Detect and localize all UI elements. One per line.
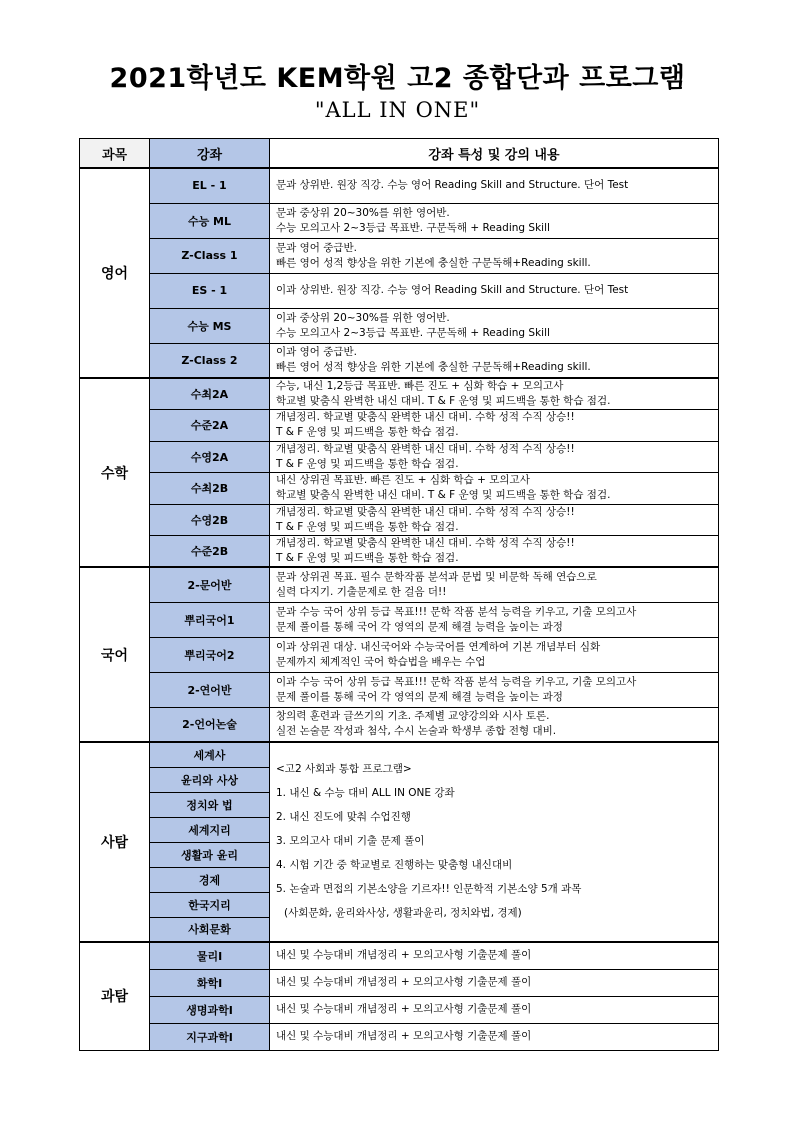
description-line: 문과 영어 중급반. bbox=[276, 241, 358, 254]
table-row bbox=[80, 273, 719, 308]
description-cell bbox=[270, 203, 719, 238]
course-cell: 정치와 법 bbox=[150, 792, 270, 817]
program-line: 1. 내신 & 수능 대비 ALL IN ONE 강좌 bbox=[276, 787, 455, 799]
description-line: 내신 및 수능대비 개념정리 + 모의고사형 기출문제 풀이 bbox=[276, 949, 532, 962]
description-line: 이과 상위반. 원장 직강. 수능 영어 Reading Skill and Structure. 단어 Test bbox=[276, 284, 629, 296]
description-cell bbox=[270, 343, 719, 378]
table-row bbox=[80, 410, 719, 442]
course-cell: ES - 1 bbox=[150, 273, 270, 308]
section-math bbox=[80, 378, 719, 567]
description-line: 내신 및 수능대비 개념정리 + 모의고사형 기출문제 풀이 bbox=[276, 1003, 532, 1015]
description-line: 문제까지 체계적인 국어 학습법을 배우는 수업 bbox=[276, 655, 486, 668]
course-cell: 수영2A bbox=[150, 441, 270, 473]
course-cell: 수능 MS bbox=[150, 308, 270, 343]
description-line: 내신 상위권 목표반. 빠른 진도 + 심화 학습 + 모의고사 bbox=[276, 474, 530, 487]
course-cell: 경제 bbox=[150, 867, 270, 892]
course-cell: 물리Ⅰ bbox=[150, 942, 270, 969]
description-line: T & F 운영 및 피드백을 통한 학습 점검. bbox=[276, 457, 459, 470]
course-cell: 2-연어반 bbox=[150, 672, 270, 707]
section-social bbox=[80, 742, 719, 942]
table-row bbox=[80, 602, 719, 637]
course-cell: 사회문화 bbox=[150, 917, 270, 942]
table-row bbox=[80, 536, 719, 568]
section-korean bbox=[80, 567, 719, 742]
course-cell: 화학Ⅰ bbox=[150, 969, 270, 996]
course-cell: 세계사 bbox=[150, 742, 270, 767]
description-cell bbox=[270, 969, 719, 996]
course-cell: 한국지리 bbox=[150, 892, 270, 917]
description-cell bbox=[270, 273, 719, 308]
course-cell: 2-언어논술 bbox=[150, 707, 270, 742]
table-row bbox=[80, 707, 719, 742]
description-line: 개념정리. 학교별 맞춤식 완벽한 내신 대비. 수학 성적 수직 상승!! bbox=[276, 411, 575, 424]
description-cell bbox=[270, 672, 719, 707]
course-cell: Z-Class 2 bbox=[150, 343, 270, 378]
description-cell bbox=[270, 707, 719, 742]
course-cell: 2-문어반 bbox=[150, 567, 270, 602]
description-cell bbox=[270, 942, 719, 969]
course-cell: 수최2A bbox=[150, 378, 270, 410]
table-row bbox=[80, 567, 719, 602]
description-line: 학교별 맞춤식 완벽한 내신 대비. T & F 운영 및 피드백을 통한 학습 점검. bbox=[276, 489, 611, 502]
description-line: 수능 모의고사 2~3등급 목표반. 구문독해 + Reading Skill bbox=[276, 326, 550, 339]
section-science bbox=[80, 942, 719, 1050]
description-line: T & F 운영 및 피드백을 통한 학습 점검. bbox=[276, 552, 459, 564]
description-line: 개념정리. 학교별 맞춤식 완벽한 내신 대비. 수학 성적 수직 상승!! bbox=[276, 505, 575, 518]
subject-cell: 수학 bbox=[80, 378, 150, 567]
table-row bbox=[80, 637, 719, 672]
program-line: 5. 논술과 면접의 기본소양을 기르자!! 인문학적 기본소양 5개 과목 bbox=[276, 883, 582, 895]
description-line: 빠른 영어 성적 향상을 위한 기본에 충실한 구문독해+Reading skill. bbox=[276, 361, 591, 374]
course-cell: 생활과 윤리 bbox=[150, 842, 270, 867]
table-row bbox=[80, 308, 719, 343]
header-content: 강좌 특성 및 강의 내용 bbox=[270, 139, 719, 169]
table-row bbox=[80, 378, 719, 410]
course-cell: 수준2A bbox=[150, 410, 270, 442]
description-cell bbox=[270, 238, 719, 273]
subject-cell: 과탐 bbox=[80, 942, 150, 1050]
program-line: 4. 시험 기간 중 학교별로 진행하는 맞춤형 내신대비 bbox=[276, 859, 513, 871]
description-cell bbox=[270, 168, 719, 203]
table-row bbox=[80, 504, 719, 536]
description-cell bbox=[270, 637, 719, 672]
description-line: T & F 운영 및 피드백을 통한 학습 점검. bbox=[276, 520, 459, 533]
description-line: 학교별 맞춤식 완벽한 내신 대비. T & F 운영 및 피드백을 통한 학습 점검. bbox=[276, 395, 611, 407]
description-line: 개념정리. 학교별 맞춤식 완벽한 내신 대비. 수학 성적 수직 상승!! bbox=[276, 537, 575, 549]
description-cell bbox=[270, 410, 719, 442]
course-cell: 뿌리국어2 bbox=[150, 637, 270, 672]
description-line: T & F 운영 및 피드백을 통한 학습 점검. bbox=[276, 426, 459, 439]
program-description-cell bbox=[270, 742, 719, 942]
description-cell bbox=[270, 536, 719, 568]
table-row bbox=[80, 473, 719, 505]
description-line: 실전 논술문 작성과 첨삭, 수시 논술과 학생부 종합 전형 대비. bbox=[276, 725, 557, 738]
table-row bbox=[80, 203, 719, 238]
table-row bbox=[80, 942, 719, 969]
table-row bbox=[80, 441, 719, 473]
course-cell: 윤리와 사상 bbox=[150, 767, 270, 792]
page-subtitle: "ALL IN ONE" bbox=[314, 98, 481, 122]
description-cell bbox=[270, 1023, 719, 1050]
description-cell bbox=[270, 473, 719, 505]
description-line: 개념정리. 학교별 맞춤식 완벽한 내신 대비. 수학 성적 수직 상승!! bbox=[276, 442, 575, 455]
description-line: 내신 및 수능대비 개념정리 + 모의고사형 기출문제 풀이 bbox=[276, 1030, 532, 1042]
course-cell: EL - 1 bbox=[150, 168, 270, 203]
description-cell bbox=[270, 602, 719, 637]
table-row bbox=[80, 996, 719, 1023]
table-row bbox=[80, 168, 719, 203]
table-row bbox=[80, 969, 719, 996]
table-header-row bbox=[80, 139, 719, 169]
description-line: 문과 상위반. 원장 직강. 수능 영어 Reading Skill and Structure. 단어 Test bbox=[276, 179, 629, 192]
description-cell bbox=[270, 567, 719, 602]
description-line: 이과 영어 중급반. bbox=[276, 346, 358, 359]
description-line: 빠른 영어 성적 향상을 위한 기본에 충실한 구문독해+Reading skill. bbox=[276, 256, 591, 269]
description-line: 문과 수능 국어 상위 등급 목표!!! 문학 작품 분석 능력을 키우고, 기출 모의고사 bbox=[276, 605, 637, 618]
description-cell bbox=[270, 378, 719, 410]
course-cell: 생명과학Ⅰ bbox=[150, 996, 270, 1023]
description-cell bbox=[270, 308, 719, 343]
description-line: 내신 및 수능대비 개념정리 + 모의고사형 기출문제 풀이 bbox=[276, 976, 532, 988]
description-line: 문제 풀이를 통해 국어 각 영역의 문제 해결 능력을 높이는 과정 bbox=[276, 620, 563, 633]
description-line: 문제 풀이를 통해 국어 각 영역의 문제 해결 능력을 높이는 과정 bbox=[276, 690, 563, 703]
description-line: 실력 다지기. 기출문제로 한 걸음 더!! bbox=[276, 585, 447, 598]
section-english bbox=[80, 168, 719, 378]
course-cell: 수능 ML bbox=[150, 203, 270, 238]
description-line: 이과 상위권 대상. 내신국어와 수능국어를 연계하여 기본 개념부터 심화 bbox=[276, 640, 601, 653]
description-line: 이과 수능 국어 상위 등급 목표!!! 문학 작품 분석 능력을 키우고, 기출 모의고사 bbox=[276, 675, 637, 688]
program-table bbox=[79, 138, 719, 1051]
course-cell: 지구과학Ⅰ bbox=[150, 1023, 270, 1050]
subject-cell: 사탐 bbox=[80, 742, 150, 942]
description-cell bbox=[270, 996, 719, 1023]
table-row bbox=[80, 742, 719, 767]
description-line: 이과 중상위 20~30%를 위한 영어반. bbox=[276, 311, 450, 324]
course-cell: 수최2B bbox=[150, 473, 270, 505]
course-cell: 수준2B bbox=[150, 536, 270, 568]
description-cell bbox=[270, 441, 719, 473]
description-line: 수능 모의고사 2~3등급 목표반. 구문독해 + Reading Skill bbox=[276, 221, 550, 234]
header-subject: 과목 bbox=[80, 139, 150, 169]
course-cell: 수영2B bbox=[150, 504, 270, 536]
subject-cell: 영어 bbox=[80, 168, 150, 378]
table-row bbox=[80, 238, 719, 273]
course-cell: 세계지리 bbox=[150, 817, 270, 842]
subject-cell: 국어 bbox=[80, 567, 150, 742]
course-cell: Z-Class 1 bbox=[150, 238, 270, 273]
program-line: 3. 모의고사 대비 기출 문제 풀이 bbox=[276, 835, 425, 847]
description-line: 수능, 내신 1,2등급 목표반. 빠른 진도 + 심화 학습 + 모의고사 bbox=[276, 380, 564, 392]
course-cell: 뿌리국어1 bbox=[150, 602, 270, 637]
table-row bbox=[80, 343, 719, 378]
header-course: 강좌 bbox=[150, 139, 270, 169]
program-line: (사회문화, 윤리와사상, 생활과윤리, 정치와법, 경제) bbox=[284, 907, 522, 919]
description-line: 문과 중상위 20~30%를 위한 영어반. bbox=[276, 206, 450, 219]
description-line: 문과 상위권 목표. 필수 문학작품 분석과 문법 및 비문학 독해 연습으로 bbox=[276, 570, 597, 583]
page-title: 2021학년도 KEM학원 고2 종합단과 프로그램 bbox=[109, 63, 686, 94]
program-line: <고2 사회과 통합 프로그램> bbox=[276, 763, 412, 775]
description-cell bbox=[270, 504, 719, 536]
table-row bbox=[80, 1023, 719, 1050]
description-line: 창의력 훈련과 글쓰기의 기초. 주제별 교양강의와 시사 토론. bbox=[276, 710, 550, 723]
program-line: 2. 내신 진도에 맞춰 수업진행 bbox=[276, 811, 411, 823]
table-row bbox=[80, 672, 719, 707]
